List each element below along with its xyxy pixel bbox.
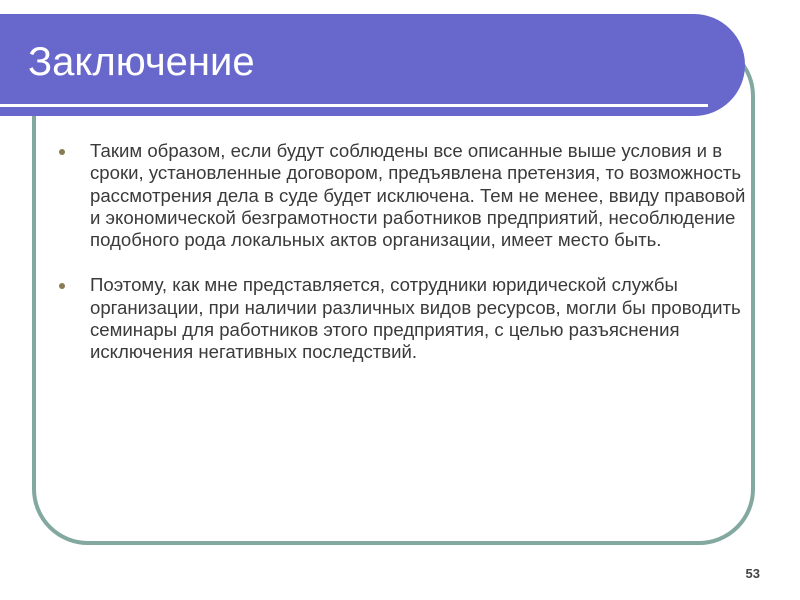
page-number: 53 — [745, 566, 760, 581]
title-underline — [0, 104, 708, 107]
list-item — [56, 274, 746, 363]
bullet-text: Поэтому, как мне представляется, сотрудники юридической службы организации, при наличии различных видов ресурсов, могли бы проводить семинары для работников этого предприятия, с целью разъяснения исключения негативных последствий. — [90, 274, 741, 363]
bullet-icon — [59, 149, 65, 155]
list-item — [56, 140, 746, 251]
bullet-list — [56, 140, 746, 364]
slide-title: Заключение — [28, 40, 255, 84]
bullet-icon — [59, 283, 65, 289]
bullet-text: Таким образом, если будут соблюдены все описанные выше условия и в сроки, установленные договором, предъявлена претензия, то возможность рассмотрения дела в суде будет исключена. Тем не менее, ввиду правовой и экономической безграмотности работников предприятий, несоблюдение подобного рода локальных актов организации, имеет место быть. — [90, 140, 746, 251]
